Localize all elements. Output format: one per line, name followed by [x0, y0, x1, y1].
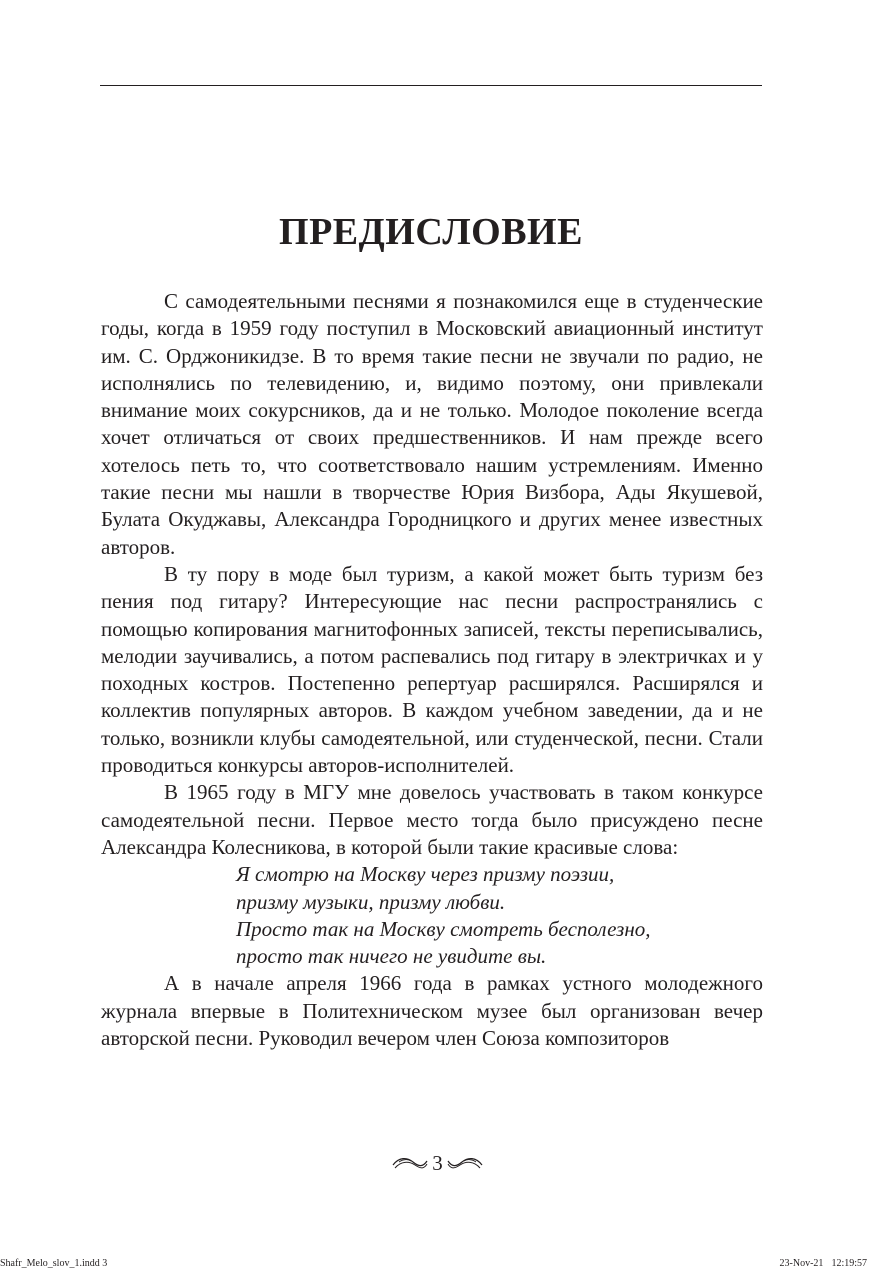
paragraph-3: В 1965 году в МГУ мне довелось участвовать в таком конкурсе самодеятельной песни. Первое место тогда было присуждено песне Александра Колесникова, в которой были такие красивые слова:	[101, 780, 763, 859]
slug-filename: Shafr_Melo_slov_1.indd 3	[0, 1258, 108, 1269]
slug-timestamp	[780, 1257, 867, 1271]
paragraph-2: В ту пору в моде был туризм, а какой может быть туризм без пения под гитару? Интересующие нас песни распространялись с помощью копирования магнитофонных записей, тексты переписывались, мелодии заучивались, а потом распевались под гитару в электричках и у походных костров. Постепенно репертуар расширялся. Расширялся и коллектив популярных авторов. В каждом учебном заведении, да и не только, возникли клубы самодеятельной, или студенческой, песни. Стали проводиться конкурсы авторов-исполнителей.	[101, 561, 763, 778]
page-number: 3	[432, 1151, 443, 1176]
slug-time: 12:19:57	[831, 1258, 867, 1269]
poem-line: Просто так на Москву смотреть бесполезно,	[236, 916, 651, 941]
slug-date: 23-Nov-21	[779, 1258, 824, 1269]
flourish-right-icon	[446, 1155, 484, 1171]
flourish-left-icon	[391, 1155, 429, 1171]
paragraph-4: А в начале апреля 1966 года в рамках устного молодежного журнала впервые в Политехническом музее был организован вечер авторской песни. Руководил вечером член Союза композиторов	[101, 971, 763, 1051]
page-folio	[0, 1147, 875, 1177]
body-text	[101, 288, 763, 1052]
header-rule	[100, 85, 762, 86]
poem-quote	[101, 861, 763, 970]
paragraph-1: С самодеятельными песнями я познакомился еще в студенческие годы, когда в 1959 году поступил в Московский авиационный институт им. С. Орджоникидзе. В то время такие песни не звучали по радио, не исполнялись по телевидению, и, видимо поэтому, они привлекали внимание моих сокурсников, да и не только. Молодое поколение всегда хочет отличаться от своих предшественников. И нам прежде всего хотелось петь то, что соответствовало нашим устремлениям. Именно такие песни мы нашли в творчестве Юрия Визбора, Ады Якушевой, Булата Окуджавы, Александра Городницкого и других менее известных авторов.	[101, 289, 763, 559]
poem-line: просто так ничего не увидите вы.	[236, 944, 547, 969]
poem-line: призму музыки, призму любви.	[236, 889, 506, 914]
chapter-title: ПРЕДИСЛОВИЕ	[279, 211, 583, 253]
poem-line: Я смотрю на Москву через призму поэзии,	[236, 862, 615, 887]
